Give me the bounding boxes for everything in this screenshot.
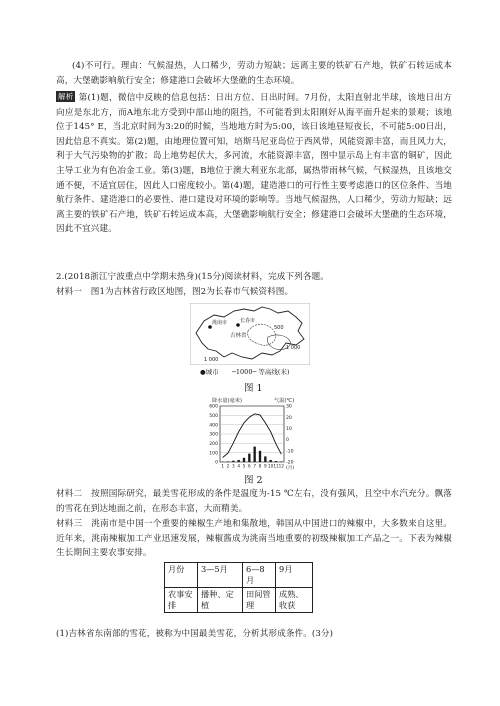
month-tick-label: 8 xyxy=(258,463,262,469)
gridlines xyxy=(220,406,284,462)
month-tick-label: 3 xyxy=(231,463,235,469)
temp-tick-label: 10 xyxy=(286,427,292,432)
province-label: 吉林省 xyxy=(230,333,247,339)
precip-bar xyxy=(227,461,229,462)
figure-2-caption: 图 2 xyxy=(244,475,263,486)
table-cell: 播种、定植 xyxy=(198,588,243,613)
month-tick-label: 9 xyxy=(263,463,267,469)
precip-bar xyxy=(243,458,245,462)
month-tick-label: 11 xyxy=(273,463,279,469)
precip-tick-label: 200 xyxy=(209,441,218,447)
temperature-line xyxy=(223,414,282,458)
precip-bar xyxy=(232,461,234,462)
month-tick-label: 10 xyxy=(267,463,274,469)
precip-tick-label: 300 xyxy=(209,432,218,438)
temp-ticks xyxy=(286,404,294,466)
precip-bar xyxy=(253,447,255,462)
analysis-block xyxy=(56,91,452,237)
precip-ticks xyxy=(209,404,218,466)
temp-tick-label: -10 xyxy=(286,449,294,455)
month-ticks xyxy=(221,464,284,469)
contour-line-500 xyxy=(248,324,276,345)
precip-bar xyxy=(275,461,277,462)
month-tick-label: 12 xyxy=(278,463,285,469)
temp-tick-label: 0 xyxy=(286,438,289,444)
analysis-tag: 解析 xyxy=(58,92,74,101)
material-3: 材料三 洮南市是中国一个重要的辣椒生产地和集散地，韩国从中国进口的辣椒中，大多数来自这里。近年来，洮南辣椒加工产业迅速发展，辣椒酱成为洮南当地重要的初级辣椒加工产品之一。下表为辣椒生长期间主要农事安排。 xyxy=(56,519,452,559)
map-legend-city: ●城市 xyxy=(200,368,219,376)
figure-1-caption: 图 1 xyxy=(244,383,263,394)
precip-tick-label: 100 xyxy=(209,451,218,457)
month-tick-label: 2 xyxy=(226,463,230,469)
precip-tick-label: 500 xyxy=(209,413,218,419)
precip-tick-label: 0 xyxy=(215,460,218,466)
jilin-map xyxy=(190,303,310,365)
analysis-text: 第(1)题，微信中反映的信息包括：日出方位、日出时间。7月份，太阳直射北半球，该地日出方向应是东北方，而A地东北方受到中部山地的阻挡，不可能看到太阳刚好从海平面升起来的景观；该地位于145° E，当北京时间为3:20的时候，当地地方时为5:00，该日该地昼短夜长，不可能5:00日出，因此信息不真实。第(2)题，由地理位置可知，培斯马尼亚岛位于西风带，风能资源丰富，而且风力大，利于大气污染物的扩散；岛上地势起伏大，多河流，水能资源丰富，图中显示岛上有丰富的铜矿，因此主导工业为有色冶金工业。第(3)题，B地位于澳大利亚东北部，属热带雨林气候，气候湿热，且该地交通不便，不适宜居住，因此人口密度较小。第(4)题，建造港口的可行性主要考虑港口的区位条件、当地航行条件、建造港口的必要性、港口建设对环境的影响等。当地气候湿热，人口稀少，劳动力短缺；远离主要的铁矿石产地，铁矿石转运成本高，大堡礁影响航行安全；修建港口会破坏大堡礁的生态环境，因此不宜兴建。 xyxy=(56,93,452,235)
table-cell: 9月 xyxy=(276,563,313,588)
material-2: 材料二 按照国际研究，最美雪花形成的条件是温度为-15 ℃左右，没有强风，且空中水汽充分。飘落的雪花在到达地面之前，在形态丰富，大而精美。 xyxy=(56,489,452,514)
table-cell: 3—5月 xyxy=(198,563,243,588)
question-2: 2.(2018浙江宁波重点中学期末热身)(15分)阅读材料，完成下列各题。 xyxy=(56,272,329,282)
month-tick-label: 4 xyxy=(237,463,241,469)
precip-axis-title: 降水量(毫米) xyxy=(212,398,242,404)
contour-1000-label-a: 1 000 xyxy=(286,345,301,351)
precip-bar xyxy=(259,451,261,462)
precip-bar xyxy=(269,460,271,462)
material-1: 材料一 图1为吉林省行政区地图，图2为长春市气候资料图。 xyxy=(56,287,294,297)
changchun-label: 长春市 xyxy=(240,318,256,324)
table-cell: 农事安排 xyxy=(165,588,198,613)
farm-schedule-table xyxy=(164,562,313,613)
yanbian-label: 洮南市 xyxy=(212,320,228,326)
map-legend-contour: ─1000─ 等高线(米) xyxy=(232,368,290,376)
x-axis-unit: (月) xyxy=(286,466,295,470)
province-boundary xyxy=(196,307,304,359)
contour-500-label: 500 xyxy=(274,325,284,331)
month-tick-label: 6 xyxy=(247,463,251,469)
table-row-header xyxy=(165,563,313,588)
month-tick-label: 5 xyxy=(242,463,246,469)
contour-1000-label-b: 1 000 xyxy=(204,357,219,363)
table-cell: 月份 xyxy=(165,563,198,588)
temp-tick-label: 20 xyxy=(286,415,292,421)
table-row-activities xyxy=(165,588,313,613)
precip-bar xyxy=(237,460,239,462)
temp-tick-label: -20 xyxy=(286,460,294,466)
temp-tick-label: 30 xyxy=(286,404,292,410)
precip-bar xyxy=(248,454,250,462)
table-cell: 6—8月 xyxy=(243,563,276,588)
temp-axis-title: 气温(℃) xyxy=(274,398,295,404)
question-2-1: (1)吉林省东南部的雪花，被称为中国最美雪花，分析其形成条件。(3分) xyxy=(56,629,334,639)
month-tick-label: 1 xyxy=(221,463,225,469)
answer-4: (4)不可行。理由：气候湿热，人口稀少，劳动力短缺；远离主要的铁矿石产地，铁矿石转运成本高，大堡礁影响航行安全；修建港口会破坏大堡礁的生态环境。 xyxy=(56,61,452,86)
table-cell: 田间管理 xyxy=(243,588,276,613)
precip-bar xyxy=(264,456,266,462)
precip-tick-label: 600 xyxy=(209,404,218,410)
table-cell: 成熟、收获 xyxy=(276,588,313,613)
climate-chart xyxy=(196,396,308,470)
precip-tick-label: 400 xyxy=(209,423,218,429)
month-tick-label: 7 xyxy=(253,463,257,469)
